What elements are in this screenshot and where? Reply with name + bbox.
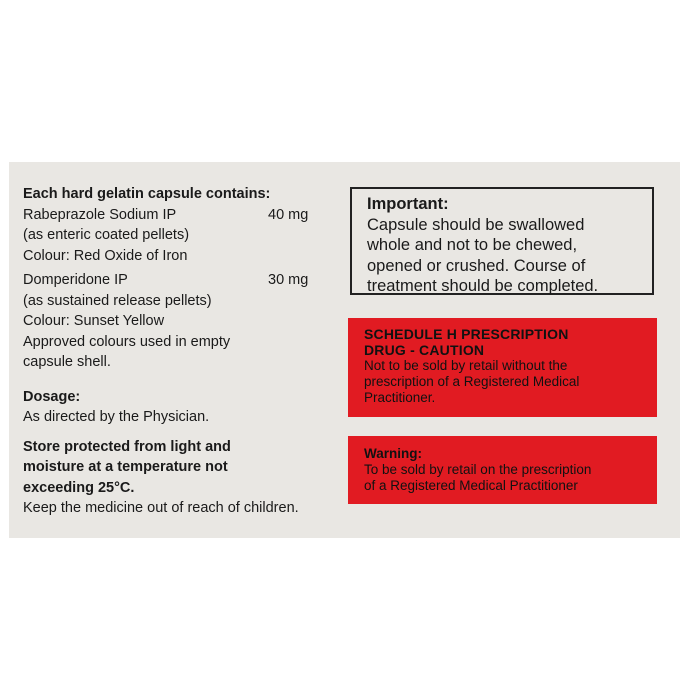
composition-heading: Each hard gelatin capsule contains:	[23, 186, 271, 202]
warning-box	[348, 436, 657, 504]
important-line3: opened or crushed. Course of	[367, 256, 586, 275]
important-line2: whole and not to be chewed,	[367, 236, 578, 254]
composition-column	[23, 184, 343, 519]
storage-line1: Store protected from light and	[23, 438, 231, 455]
schedule-line1: Not to be sold by retail without the	[364, 358, 568, 373]
important-box	[350, 187, 654, 295]
children-warning: Keep the medicine out of reach of children.	[23, 500, 299, 516]
ingredient2-row	[23, 270, 343, 291]
ingredient1-form: (as enteric coated pellets)	[23, 227, 190, 243]
warning-title: Warning:	[364, 446, 422, 461]
approved-colours-line2: capsule shell.	[23, 354, 111, 370]
storage-line2: moisture at a temperature not	[23, 459, 228, 475]
schedule-title-line2: DRUG - CAUTION	[364, 342, 485, 358]
important-title: Important:	[367, 195, 449, 213]
ingredient1-name: Rabeprazole Sodium IP	[23, 206, 177, 223]
ingredient2-colour: Colour: Sunset Yellow	[23, 313, 165, 329]
ingredient1-dose: 40 mg	[268, 206, 309, 223]
schedule-line2: prescription of a Registered Medical	[364, 374, 580, 389]
ingredient1-row	[23, 205, 343, 226]
schedule-h-box	[348, 318, 657, 417]
storage-line3: exceeding 25°C.	[23, 479, 135, 496]
ingredient2-name: Domperidone IP	[23, 272, 128, 288]
ingredient2-dose: 30 mg	[268, 272, 309, 288]
warning-line2: of a Registered Medical Practitioner	[364, 478, 578, 493]
approved-colours-line1: Approved colours used in empty	[23, 333, 231, 350]
ingredient1-colour: Colour: Red Oxide of Iron	[23, 247, 188, 264]
dosage-text: As directed by the Physician.	[23, 409, 210, 425]
dosage-heading: Dosage:	[23, 388, 81, 405]
important-line1: Capsule should be swallowed	[367, 215, 585, 234]
label-panel	[9, 162, 680, 538]
schedule-title-line1: SCHEDULE H PRESCRIPTION	[364, 326, 569, 342]
ingredient2-form: (as sustained release pellets)	[23, 292, 212, 309]
schedule-line3: Practitioner.	[364, 390, 436, 405]
warning-line1: To be sold by retail on the prescription	[364, 462, 592, 477]
important-line4: treatment should be completed.	[367, 277, 599, 295]
